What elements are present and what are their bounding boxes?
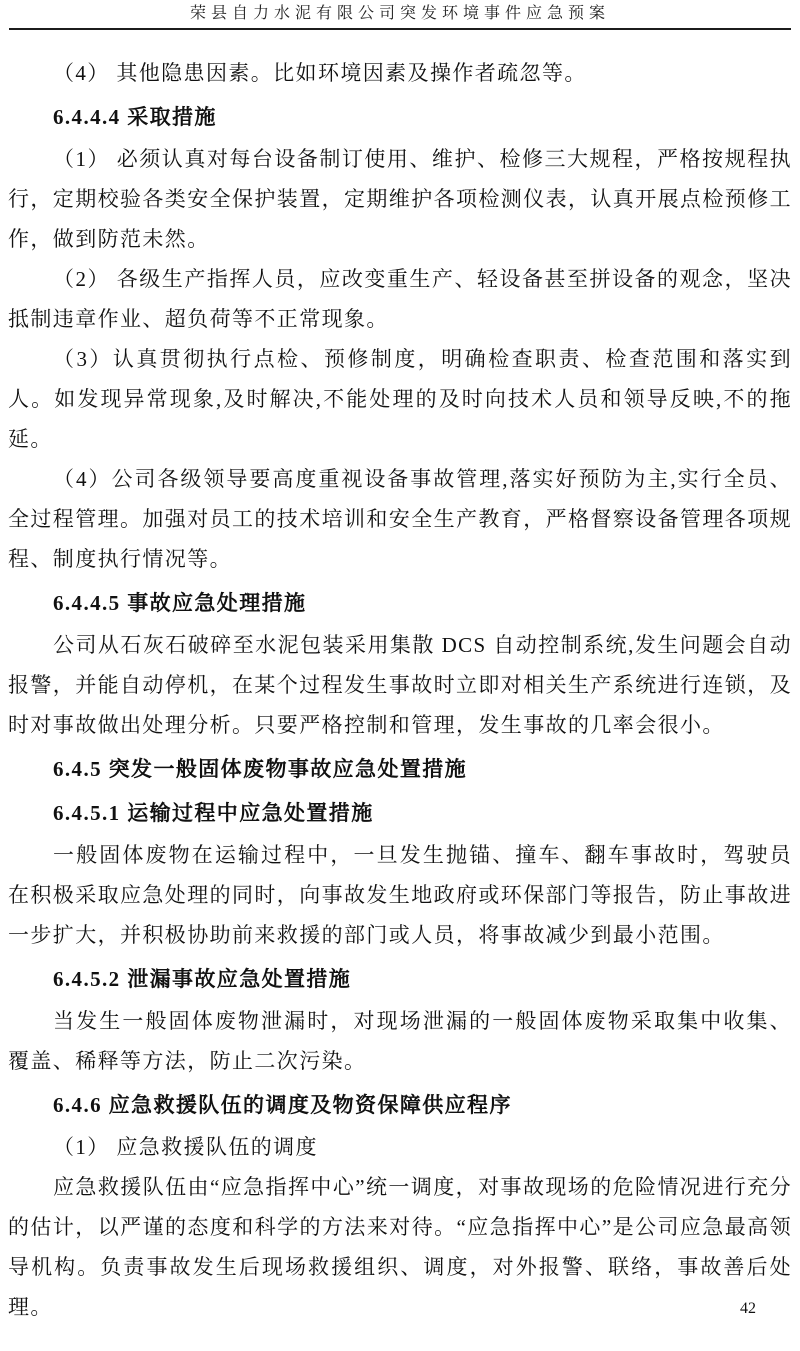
paragraph: 当发生一般固体废物泄漏时，对现场泄漏的一般固体废物采取集中收集、覆盖、稀释等方法，防止二次污染。 xyxy=(8,1009,792,1073)
paragraph: （4）公司各级领导要高度重视设备事故管理,落实好预防为主,实行全员、全过程管理。加强对员工的技术培训和安全生产教育，严格督察设备管理各项规程、制度执行情况等。 xyxy=(8,467,792,571)
section-heading: 6.4.6 应急救援队伍的调度及物资保障供应程序 xyxy=(53,1093,512,1117)
paragraph: 一般固体废物在运输过程中，一旦发生抛锚、撞车、翻车事故时，驾驶员在积极采取应急处理的同时，向事故发生地政府或环保部门等报告，防止事故进一步扩大，并积极协助前来救援的部门或人员，将事故减少到最小范围。 xyxy=(8,843,792,947)
section-heading: 6.4.4.5 事故应急处理措施 xyxy=(53,591,307,615)
section-heading: 6.4.5.1 运输过程中应急处置措施 xyxy=(53,801,374,825)
section-heading: 6.4.4.4 采取措施 xyxy=(53,105,217,129)
paragraph: 公司从石灰石破碎至水泥包装采用集散 DCS 自动控制系统,发生问题会自动报警，并能自动停机，在某个过程发生事故时立即对相关生产系统进行连锁，及时对事故做出处理分析。只要严格控制和管理，发生事故的几率会很小。 xyxy=(8,633,792,737)
paragraph: （2） 各级生产指挥人员，应改变重生产、轻设备甚至拼设备的观念，坚决抵制违章作业、超负荷等不正常现象。 xyxy=(8,267,792,331)
page-number: 42 xyxy=(740,1300,756,1317)
page-header xyxy=(0,0,800,30)
document-title: 荣县自力水泥有限公司突发环境事件应急预案 xyxy=(189,5,610,22)
paragraph: （1） 必须认真对每台设备制订使用、维护、检修三大规程，严格按规程执行，定期校验各类安全保护装置，定期维护各项检测仪表，认真开展点检预修工作，做到防范未然。 xyxy=(8,147,792,251)
list-item: （1） 应急救援队伍的调度 xyxy=(53,1135,318,1159)
paragraph: （4） 其他隐患因素。比如环境因素及操作者疏忽等。 xyxy=(53,61,587,85)
section-heading: 6.4.5 突发一般固体废物事故应急处置措施 xyxy=(53,757,468,781)
paragraph: （3）认真贯彻执行点检、预修制度，明确检查职责、检查范围和落实到人。如发现异常现象,及时解决,不能处理的及时向技术人员和领导反映,不的拖延。 xyxy=(8,347,792,451)
section-heading: 6.4.5.2 泄漏事故应急处置措施 xyxy=(53,967,352,991)
document-body xyxy=(0,30,800,1327)
paragraph: 应急救援队伍由“应急指挥中心”统一调度，对事故现场的危险情况进行充分的估计，以严谨的态度和科学的方法来对待。“应急指挥中心”是公司应急最高领导机构。负责事故发生后现场救援组织、调度，对外报警、联络，事故善后处理。 xyxy=(8,1175,792,1319)
